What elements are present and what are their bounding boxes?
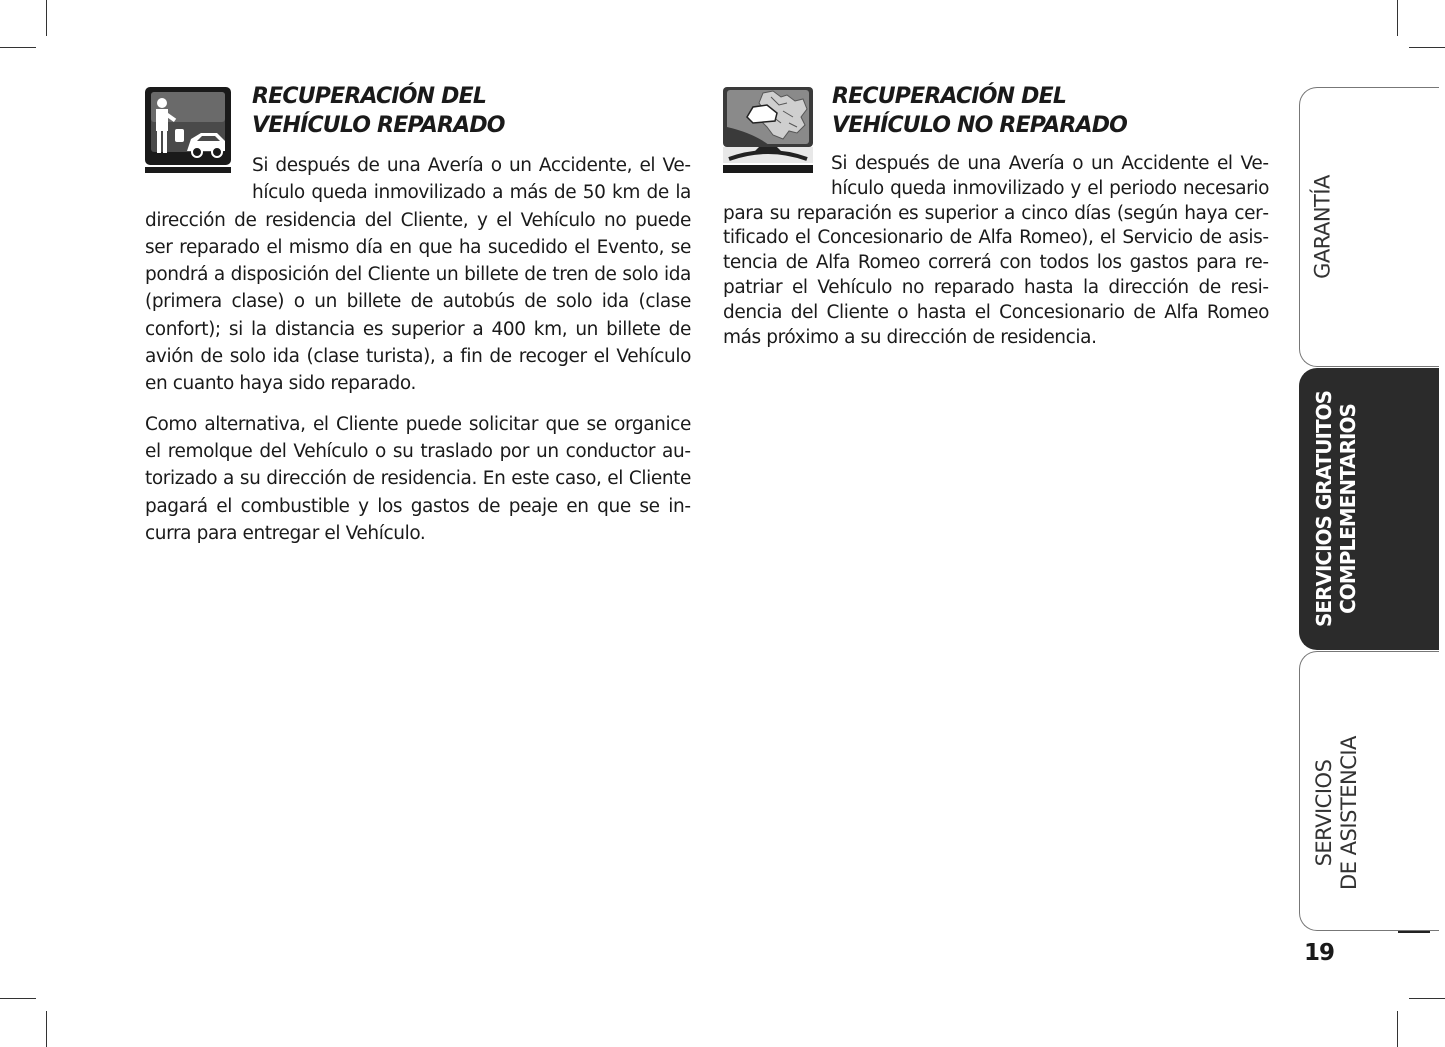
section-heading-left: [252, 82, 672, 140]
crop-mark: [1409, 47, 1445, 48]
crop-mark: [1409, 998, 1445, 999]
crop-mark: [1397, 0, 1398, 36]
icon-spacer: [145, 152, 252, 204]
crop-mark: [46, 0, 47, 36]
tab-servicios-asistencia[interactable]: [1299, 651, 1439, 931]
crop-mark: [1397, 1011, 1398, 1047]
tab-label: SERVICIOS GRATUITOS COMPLEMENTARIOS: [1312, 391, 1360, 627]
paragraph: Como alternativa, el Cliente puede solicitar que se organice el remolque del Vehículo o su traslado por un conductor autorizado a su dirección de residencia. En este caso, el Cliente pagará el combustible y los gastos de peaje en que se incurra para entregar el Vehículo.: [145, 413, 691, 544]
tab-divider: [1398, 931, 1430, 933]
page-number: 19: [1303, 940, 1334, 966]
tab-garantia[interactable]: [1299, 87, 1439, 367]
tab-label: SERVICIOS DE ASISTENCIA: [1312, 736, 1361, 891]
crop-mark: [0, 998, 36, 999]
right-body-text: [723, 152, 1269, 350]
paragraph: Si después de una Avería o un Accidente el Vehículo queda inmovilizado y el periodo necesario para su reparación es superior a cinco días (según haya certificado el Concesionario de Alfa Romeo), el Servicio de asistencia de Alfa Romeo correrá con todos los gastos para repatriar el Vehículo no reparado hasta la dirección de residencia del Cliente o hasta el Concesionario de Alfa Romeo más próximo a su dirección de residencia.: [723, 153, 1269, 348]
paragraph: Si después de una Avería o un Accidente, el Vehículo queda inmovilizado a más de 50 km de la dirección de residencia del Cliente, y el Vehículo no puede ser reparado el mismo día en que ha sucedido el Evento, se pondrá a disposición del Cliente un billete de tren de solo ida (primera clase) o un billete de autobús de solo ida (clase confort); si la distancia es superior a 400 km, un billete de avión de solo ida (clase turista), a fin de recoger el Vehículo en cuanto haya sido reparado.: [145, 155, 691, 395]
heading-line: VEHÍCULO REPARADO: [252, 113, 505, 138]
crop-mark: [46, 1011, 47, 1047]
heading-line: RECUPERACIÓN DEL: [832, 84, 1067, 109]
heading-line: VEHÍCULO NO REPARADO: [832, 113, 1128, 138]
tab-label: GARANTÍA: [1310, 175, 1335, 279]
icon-spacer: [723, 152, 831, 200]
crop-mark: [0, 47, 36, 48]
left-body-text: [145, 152, 691, 547]
heading-line: RECUPERACIÓN DEL: [252, 84, 487, 109]
tab-servicios-gratuitos[interactable]: [1299, 368, 1439, 650]
section-heading-right: [832, 82, 1262, 140]
